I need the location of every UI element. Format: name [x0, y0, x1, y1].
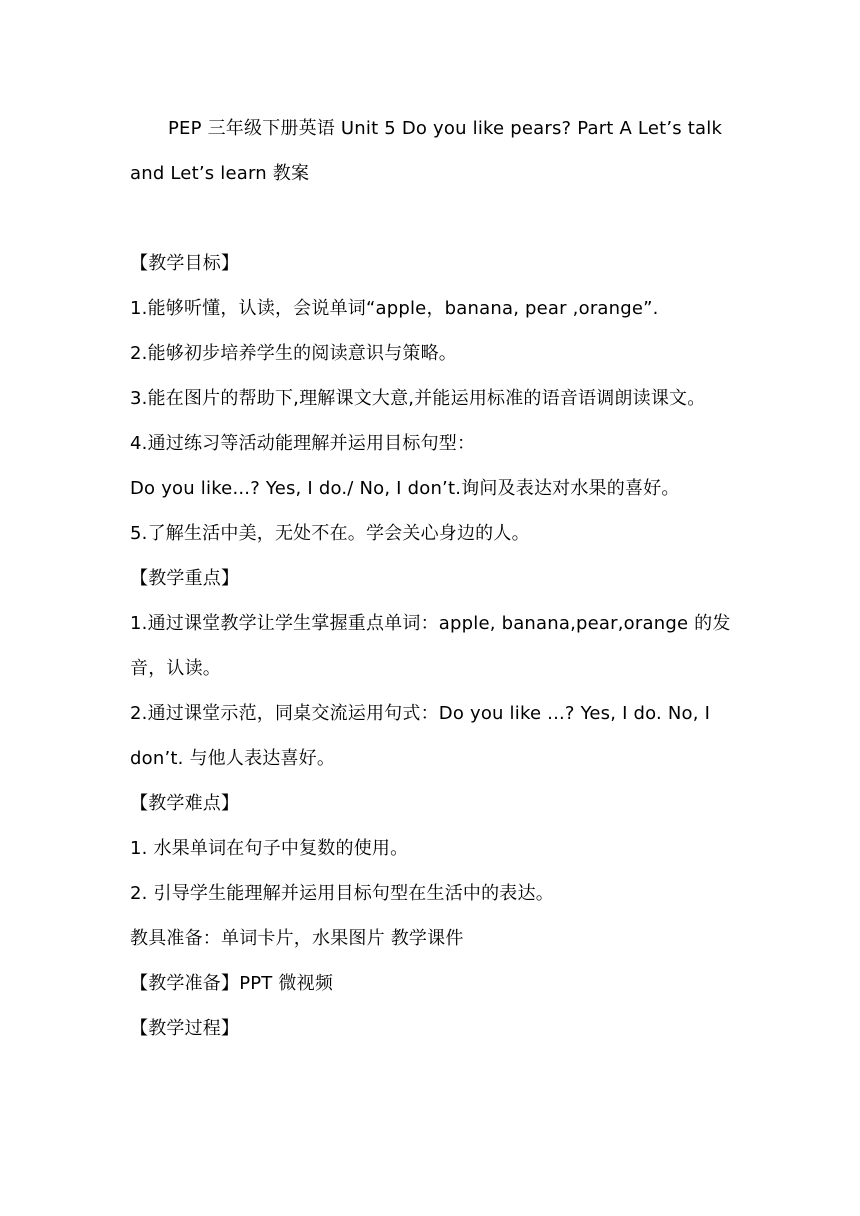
teaching-aids: 教具准备：单词卡片，水果图片 教学课件 [130, 928, 464, 949]
key-point-item-2: 2.通过课堂示范，同桌交流运用句式：Do you like ...? Yes, I do. No, I don’t. 与他人表达喜好。 [130, 703, 711, 769]
difficulty-item-2: 2. 引导学生能理解并运用目标句型在生活中的表达。 [130, 883, 554, 904]
key-points-heading: 【教学重点】 [130, 568, 240, 589]
objective-item-1: 1.能够听懂，认读，会说单词“apple，banana, pear ,orange”. [130, 298, 659, 319]
teaching-preparation: 【教学准备】PPT 微视频 [130, 973, 334, 994]
objective-item-2: 2.能够初步培养学生的阅读意识与策略。 [130, 343, 457, 364]
objectives-heading: 【教学目标】 [130, 253, 240, 274]
objective-item-5: 5.了解生活中美，无处不在。学会关心身边的人。 [130, 523, 530, 544]
difficulties-heading: 【教学难点】 [130, 793, 240, 814]
document-body [130, 106, 732, 1051]
objective-item-4: 4.通过练习等活动能理解并运用目标句型： [130, 433, 476, 454]
blank-line [130, 196, 732, 241]
process-heading: 【教学过程】 [130, 1018, 240, 1039]
key-point-item-1: 1.通过课堂教学让学生掌握重点单词：apple, banana,pear,orange 的发音，认读。 [130, 613, 731, 679]
objective-item-3: 3.能在图片的帮助下,理解课文大意,并能运用标准的语音语调朗读课文。 [130, 388, 706, 409]
document-title: PEP 三年级下册英语 Unit 5 Do you like pears? Part A Let’s talk and Let’s learn 教案 [130, 118, 723, 184]
difficulty-item-1: 1. 水果单词在句子中复数的使用。 [130, 838, 409, 859]
objective-sentence-pattern: Do you like...? Yes, I do./ No, I don’t.询问及表达对水果的喜好。 [130, 478, 680, 499]
